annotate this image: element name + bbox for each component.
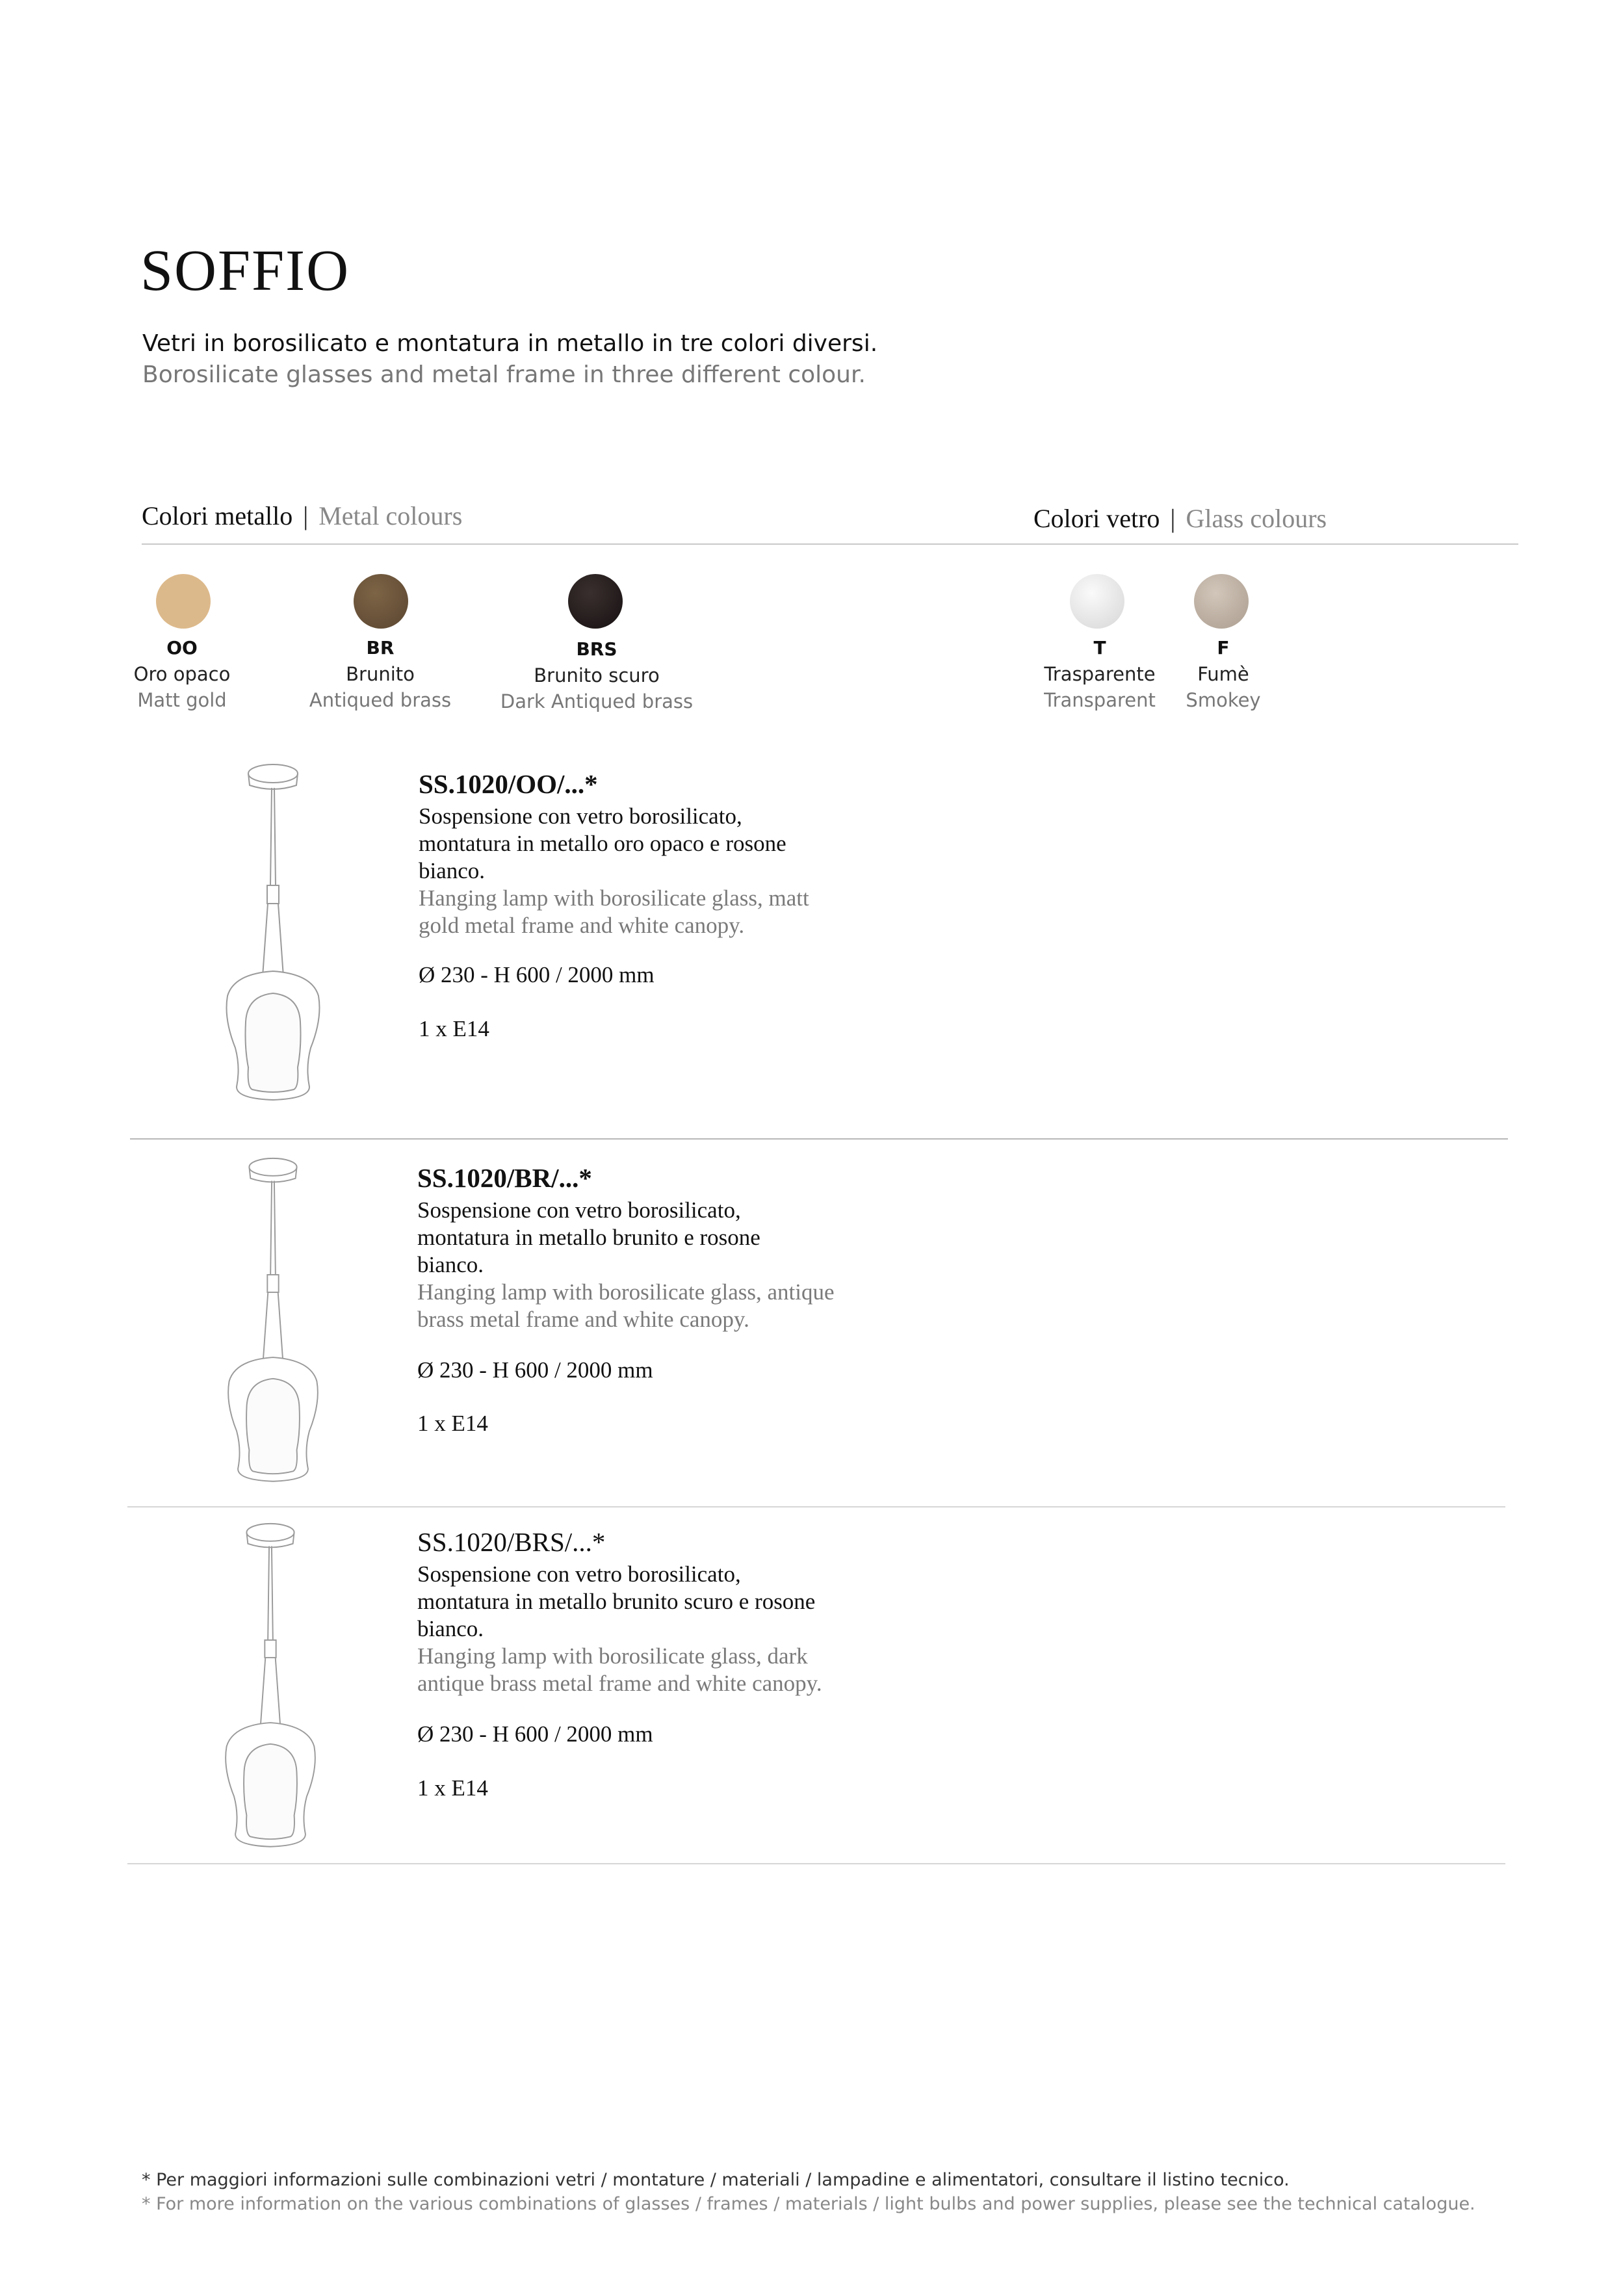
product-bulb: 1 x E14 [417, 1775, 488, 1801]
metal-colours-label-it: Colori metallo [142, 501, 293, 530]
swatch-name-it: Trasparente [1044, 663, 1156, 685]
description-line-it: bianco. [417, 1252, 484, 1277]
metal-colours-heading [142, 501, 462, 531]
description-line-en: brass metal frame and white canopy. [417, 1307, 749, 1332]
description-line-en: antique brass metal frame and white canopy. [417, 1671, 822, 1696]
product-divider [130, 1138, 1508, 1140]
description-line-it: montatura in metallo brunito e rosone [417, 1225, 760, 1250]
swatch-code: F [1217, 637, 1230, 659]
product-dimensions: Ø 230 - H 600 / 2000 mm [419, 962, 655, 987]
swatch-code: BRS [576, 638, 617, 660]
description-line-it: montatura in metallo oro opaco e rosone [419, 831, 786, 856]
product-code: SS.1020/BRS/...* [417, 1527, 606, 1557]
product-description [417, 1561, 822, 1697]
swatch-brunito [354, 574, 408, 629]
product-code: SS.1020/BR/...* [417, 1163, 592, 1193]
description-line-en: Hanging lamp with borosilicate glass, matt [419, 885, 809, 911]
description-line-it: bianco. [419, 858, 486, 883]
swatch-name-en: Dark Antiqued brass [500, 690, 694, 712]
glass-colours-label-it: Colori vetro [1033, 504, 1160, 533]
product-description [419, 803, 809, 939]
description-line-it: montatura in metallo brunito scuro e rosone [417, 1589, 816, 1614]
lamp-illustration [218, 1521, 322, 1859]
heading-separator: | [303, 501, 309, 530]
footnote-english: * For more information on the various combinations of glasses / frames / materials / light bulbs and power supplies, please see the technical catalogue. [142, 2194, 1475, 2214]
swatch-code: OO [166, 637, 198, 659]
subtitle-italian: Vetri in borosilicato e montatura in metallo in tre colori diversi. [142, 330, 878, 357]
description-line-it: Sospensione con vetro borosilicato, [419, 803, 742, 829]
glass-colours-label-en: Glass colours [1186, 504, 1327, 533]
subtitle-english: Borosilicate glasses and metal frame in three different colour. [142, 361, 866, 388]
product-code: SS.1020/OO/...* [419, 769, 598, 799]
swatch-name-it: Brunito scuro [534, 664, 660, 686]
description-line-it: bianco. [417, 1616, 484, 1641]
lamp-illustration [221, 1156, 325, 1494]
swatch-code: T [1093, 637, 1106, 659]
product-bulb: 1 x E14 [417, 1411, 488, 1436]
swatch-name-it: Oro opaco [133, 663, 231, 685]
swatch-name-en: Smokey [1186, 689, 1261, 711]
colours-header-rule [142, 543, 1518, 545]
description-line-en: Hanging lamp with borosilicate glass, dark [417, 1643, 808, 1669]
product-dimensions: Ø 230 - H 600 / 2000 mm [417, 1721, 653, 1747]
description-line-en: Hanging lamp with borosilicate glass, antique [417, 1279, 835, 1305]
swatch-name-it: Brunito [346, 663, 415, 685]
swatch-brunito-scuro [568, 574, 623, 629]
swatch-trasparente [1070, 574, 1124, 629]
glass-colours-heading [1033, 503, 1327, 534]
swatch-name-en: Transparent [1044, 689, 1156, 711]
lamp-illustration [221, 762, 325, 1113]
description-line-it: Sospensione con vetro borosilicato, [417, 1561, 741, 1587]
swatch-name-it: Fumè [1197, 663, 1249, 685]
page-title: SOFFIO [140, 239, 350, 303]
description-line-en: gold metal frame and white canopy. [419, 913, 745, 938]
swatch-name-en: Antiqued brass [309, 689, 452, 711]
description-line-it: Sospensione con vetro borosilicato, [417, 1197, 741, 1223]
swatch-oro-opaco [156, 574, 211, 629]
swatch-code: BR [366, 637, 395, 659]
heading-separator: | [1170, 504, 1176, 533]
swatch-fume [1194, 574, 1249, 629]
footnote-italian: * Per maggiori informazioni sulle combinazioni vetri / montature / materiali / lampadine e alimentatori, consultare il listino tecnico. [142, 2170, 1290, 2190]
swatch-name-en: Matt gold [137, 689, 227, 711]
product-divider [127, 1863, 1505, 1864]
product-description [417, 1197, 835, 1333]
metal-colours-label-en: Metal colours [318, 501, 463, 530]
product-bulb: 1 x E14 [419, 1016, 489, 1041]
product-divider [127, 1506, 1505, 1507]
product-dimensions: Ø 230 - H 600 / 2000 mm [417, 1357, 653, 1383]
